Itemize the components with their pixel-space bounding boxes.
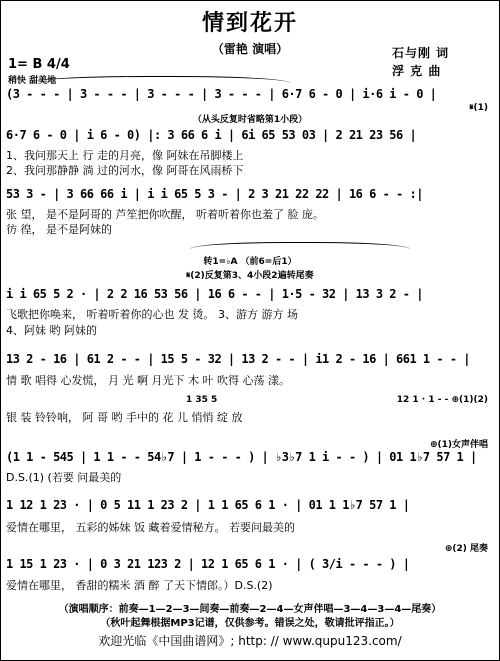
lyric-line: 爱情在哪里， 五彩的姊妹 饭 藏着爱情秘方。 若要问最美的 — [6, 521, 295, 534]
lyric-line: 彷 徨， 是不是阿妹的 — [6, 223, 112, 236]
lyric-line: 2、我问那静静 淌 过的河水，像 阿哥在风雨桥下 — [6, 164, 244, 177]
key-signature: 1= B 4/4 — [8, 57, 70, 72]
notation-line: (3 - - - | 3 - - - | 3 - - - | 3 - - - | 6·7 6 - 0 | i·6 i - 0 | — [6, 87, 437, 101]
lyric-line: 银 装 铃铃响， 阿 哥 哟 手中的 花 儿 悄悄 绽 放 — [6, 411, 243, 424]
transcriber-note: （秋叶起舞根据MP3记谱，仅供参考。错误之处，敬请批评指正。） — [100, 618, 400, 629]
tempo-marking: 稍快 甜美地 — [8, 76, 57, 86]
score-annotation: 转1=♭A （前6=后1） — [203, 257, 297, 267]
notation-line: 1 15 1 23 · | 0 3 21 123 2 | 12 1 65 6 1 · | ( 3/i - - - ) | — [6, 557, 410, 571]
notation-line: 53 3 - | 3 66 66 i | i i 65 5 3 - | 2 3 21 22 22 | 16 6 - - :| — [6, 187, 423, 201]
lyric-line: 1、我问那天上 行 走的月亮，像 阿妹在吊脚楼上 — [6, 149, 244, 162]
notation-line: 6·7 6 - 0 | i 6 - 0) |: 3 66 6 i | 6i 65 53 03 | 2 21 23 56 | — [6, 128, 417, 142]
score-annotation: ⊕(1)女声伴唱 — [429, 440, 488, 450]
lyric-line: 4、阿妹 哟 阿妹的 — [6, 324, 97, 337]
score-annotation: 1 35 5 — [186, 395, 218, 405]
notation-line: 1 12 1 23 · | 0 5 11 1 23 2 | 1 1 65 6 1 · | 01 1 1♭7 57 1 | — [6, 498, 410, 512]
notation-line: (1 1 - 545 | 1 1 - - 54♭7 | 1 - - - ) | ♭3♭7 1 i - - ) | 01 1♭7 57 1 | — [6, 450, 477, 464]
performer: （雷艳 演唱） — [211, 42, 289, 56]
lyric-line: D.S.(1) (若要 问最美的 — [6, 471, 122, 484]
website-credit: 欢迎光临《中国曲谱网》; http: // www.qupu123.com/ — [98, 634, 402, 648]
score-annotation: （从头反复时省略第1小段） — [192, 115, 308, 125]
notation-line: 13 2 - 16 | 61 2 - - | 15 5 - 32 | 13 2 - - | i1 2 - 16 | 661 1 - - | — [6, 352, 470, 366]
lyricist-credit: 石与刚 词 — [392, 46, 450, 60]
tie-arc — [190, 242, 410, 249]
lyric-line: 情 歌 唱得 心发慌， 月 光 啊 月光下 木 叶 吹得 心荡 漾。 — [6, 374, 290, 387]
lyric-line: 爱情在哪里， 香甜的糯米 酒 醉 了天下情郎。）D.S.(2) — [6, 579, 273, 592]
score-annotation: 𝄋(1) — [469, 103, 488, 113]
lyric-line: 飞歌把你唤来， 听着听着你的心也 发 烫。 3、游方 游方 场 — [6, 308, 298, 321]
performance-order: （演唱顺序：前奏—1—2—3—间奏—前奏—2—4—女声伴唱—3—4—3—4—尾奏） — [58, 604, 442, 615]
score-annotation: ⊕(2) 尾奏 — [444, 544, 488, 554]
song-title: 情到花开 — [201, 11, 298, 36]
score-annotation: 𝄋(2)反复第3、4小段2遍转尾奏 — [186, 271, 314, 281]
lyric-line: 张 望， 是不是阿哥的 芦笙把你吹醒， 听着听着你也羞了 脸 庞。 — [6, 208, 324, 221]
tie-arc — [30, 76, 290, 83]
composer-credit: 浮 克 曲 — [392, 64, 442, 78]
score-annotation: 12 1 · 1 - - ⊕(1)(2) — [396, 395, 488, 405]
notation-line: i i 65 5 2 · | 2 2 16 53 56 | 16 6 - - | 1·5 - 32 | 13 3 2 - | — [6, 287, 423, 301]
